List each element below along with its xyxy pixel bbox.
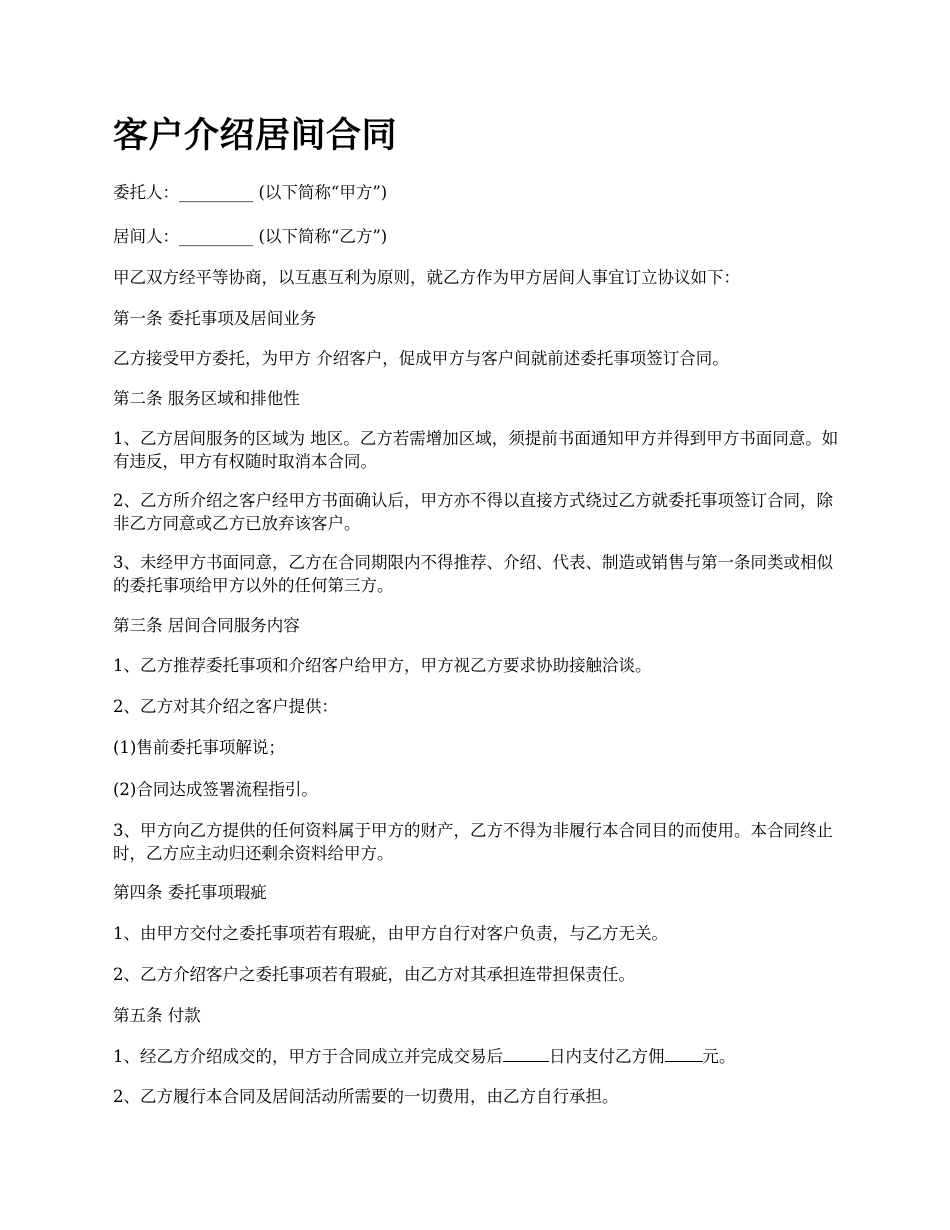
principal-line: 委托人：_________ (以下简称“甲方”) bbox=[113, 183, 388, 202]
article-1-body: 乙方接受甲方委托，为甲方 介绍客户，促成甲方与客户间就前述委托事项签订合同。 bbox=[113, 349, 729, 368]
article-5-heading: 第五条 付款 bbox=[113, 1006, 201, 1025]
article-3-heading: 第三条 居间合同服务内容 bbox=[113, 616, 300, 635]
payment-clause-part3: 元。 bbox=[702, 1047, 736, 1066]
payment-clause-part2: 日内支付乙方佣 bbox=[549, 1047, 665, 1066]
article-3-clause-2: 2、乙方对其介绍之客户提供： bbox=[113, 697, 338, 716]
article-3-clause-1: 1、乙方推荐委托事项和介绍客户给甲方，甲方视乙方要求协助接触洽谈。 bbox=[113, 656, 652, 675]
article-4-clause-2: 2、乙方介绍客户之委托事项若有瑕疵，由乙方对其承担连带担保责任。 bbox=[113, 965, 635, 984]
article-2-clause-3: 3、未经甲方书面同意，乙方在合同期限内不得推荐、介绍、代表、制造或销售与第一条同类或相似的委托事项给甲方以外的任何第三方。 bbox=[113, 553, 833, 595]
article-2-clause-2: 2、乙方所介绍之客户经甲方书面确认后，甲方亦不得以直接方式绕过乙方就委托事项签订合同，除非乙方同意或乙方已放弃该客户。 bbox=[113, 491, 833, 533]
article-1-heading: 第一条 委托事项及居间业务 bbox=[113, 309, 317, 328]
contract-title: 客户介绍居间合同 bbox=[113, 115, 398, 156]
article-4-heading: 第四条 委托事项瑕疵 bbox=[113, 883, 267, 902]
article-5-clause-1 bbox=[113, 1044, 840, 1068]
article-5-clause-2: 2、乙方履行本合同及居间活动所需要的一切费用，由乙方自行承担。 bbox=[113, 1087, 619, 1106]
intermediary-line: 居间人：_________ (以下简称“乙方”) bbox=[113, 227, 388, 246]
commission-blank bbox=[665, 1044, 703, 1062]
article-3-item-2: (2)合同达成签署流程指引。 bbox=[113, 780, 318, 799]
preamble: 甲乙双方经平等协商，以互惠互利为原则，就乙方作为甲方居间人事宜订立协议如下： bbox=[113, 268, 740, 287]
article-4-clause-1: 1、由甲方交付之委托事项若有瑕疵，由甲方自行对客户负责，与乙方无关。 bbox=[113, 924, 668, 943]
article-2-clause-1: 1、乙方居间服务的区域为 地区。乙方若需增加区域，须提前书面通知甲方并得到甲方书面同意。如有违反，甲方有权随时取消本合同。 bbox=[113, 429, 839, 471]
article-2-heading: 第二条 服务区域和排他性 bbox=[113, 389, 300, 408]
days-blank bbox=[503, 1044, 549, 1062]
payment-clause-part1: 1、经乙方介绍成交的，甲方于合同成立并完成交易后 bbox=[113, 1047, 503, 1066]
article-3-clause-3: 3、甲方向乙方提供的任何资料属于甲方的财产，乙方不得为非履行本合同目的而使用。本合同终止时，乙方应主动归还剩余资料给甲方。 bbox=[113, 821, 833, 863]
article-3-item-1: (1)售前委托事项解说； bbox=[113, 738, 285, 757]
